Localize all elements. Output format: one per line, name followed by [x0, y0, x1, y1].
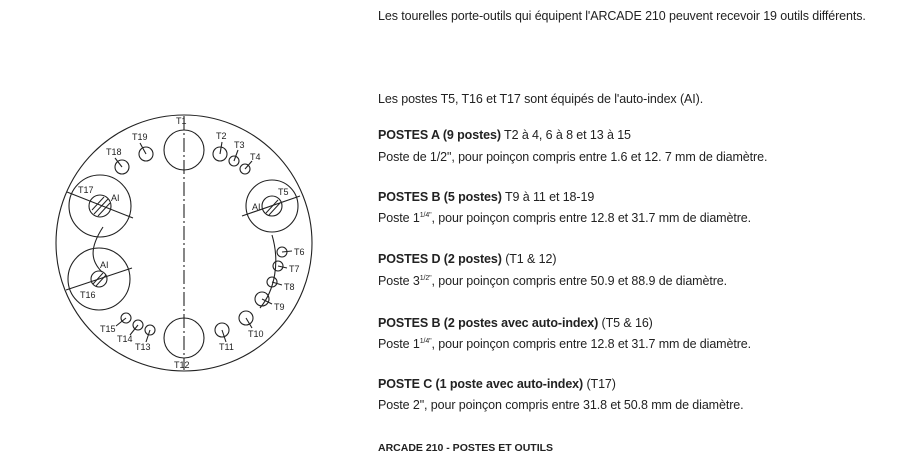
label-t5: T5 — [278, 187, 289, 197]
label-t11: T11 — [219, 342, 234, 352]
label-t12: T12 — [174, 360, 190, 370]
label-t3: T3 — [234, 140, 245, 150]
station-path-arc-right — [260, 235, 276, 308]
section-postes-d-title: POSTES D (2 postes) (T1 & 12) — [378, 252, 557, 266]
label-t13: T13 — [135, 342, 151, 352]
label-t8: T8 — [284, 282, 295, 292]
label-t19: T19 — [132, 132, 148, 142]
label-t1: T1 — [176, 116, 187, 126]
intro-text: Les tourelles porte-outils qui équipent l'ARCADE 210 peuvent recevoir 19 outils différents. — [378, 9, 866, 23]
figure-caption: ARCADE 210 - POSTES ET OUTILS — [378, 442, 554, 454]
label-t17: T17 — [78, 185, 94, 195]
leader-t13 — [146, 330, 150, 342]
label-t4: T4 — [250, 152, 261, 162]
leader-t2 — [220, 142, 222, 154]
section-postes-b-title: POSTES B (5 postes) T9 à 11 et 18-19 — [378, 190, 595, 204]
label-t15: T15 — [100, 324, 116, 334]
section-poste-c-title: POSTE C (1 poste avec auto-index) (T17) — [378, 377, 616, 391]
section-postes-a-title: POSTES A (9 postes) T2 à 4, 6 à 8 et 13 à 15 — [378, 128, 631, 142]
label-t18: T18 — [106, 147, 122, 157]
section-postes-b-ai-title: POSTES B (2 postes avec auto-index) (T5 & 16) — [378, 316, 653, 330]
ai-label-t5: AI — [252, 202, 261, 212]
label-t7: T7 — [289, 264, 300, 274]
leader-t4 — [245, 161, 252, 169]
label-t16: T16 — [80, 290, 96, 300]
label-t14: T14 — [117, 334, 133, 344]
label-t10: T10 — [248, 329, 264, 339]
ai-label-t17: AI — [111, 193, 120, 203]
section-postes-d-desc: Poste $3^{1/2"}$, pour poinçon compris entre 50.9 et 88.9 de diamètre. — [378, 274, 728, 288]
section-postes-b-desc: Poste $1^{1/4"}$, pour poinçon compris entre 12.8 et 31.7 mm de diamètre. — [378, 211, 752, 225]
leader-t6 — [282, 251, 292, 252]
label-t2: T2 — [216, 131, 227, 141]
auto-index-note: Les postes T5, T16 et T17 sont équipés de l'auto-index (AI). — [378, 92, 704, 106]
section-poste-c-desc: Poste 2", pour poinçon compris entre 31.8 et 50.8 mm de diamètre. — [378, 398, 744, 412]
ai-label-t16: AI — [100, 260, 109, 270]
section-postes-b-ai-desc: Poste $1^{1/4"}$, pour poinçon compris entre 12.8 et 31.7 mm de diamètre. — [378, 337, 752, 351]
turret-diagram — [0, 0, 360, 400]
label-t6: T6 — [294, 247, 305, 257]
section-postes-a-desc: Poste de 1/2", pour poinçon compris entre 1.6 et 12. 7 mm de diamètre. — [378, 150, 768, 164]
label-t9: T9 — [274, 302, 285, 312]
